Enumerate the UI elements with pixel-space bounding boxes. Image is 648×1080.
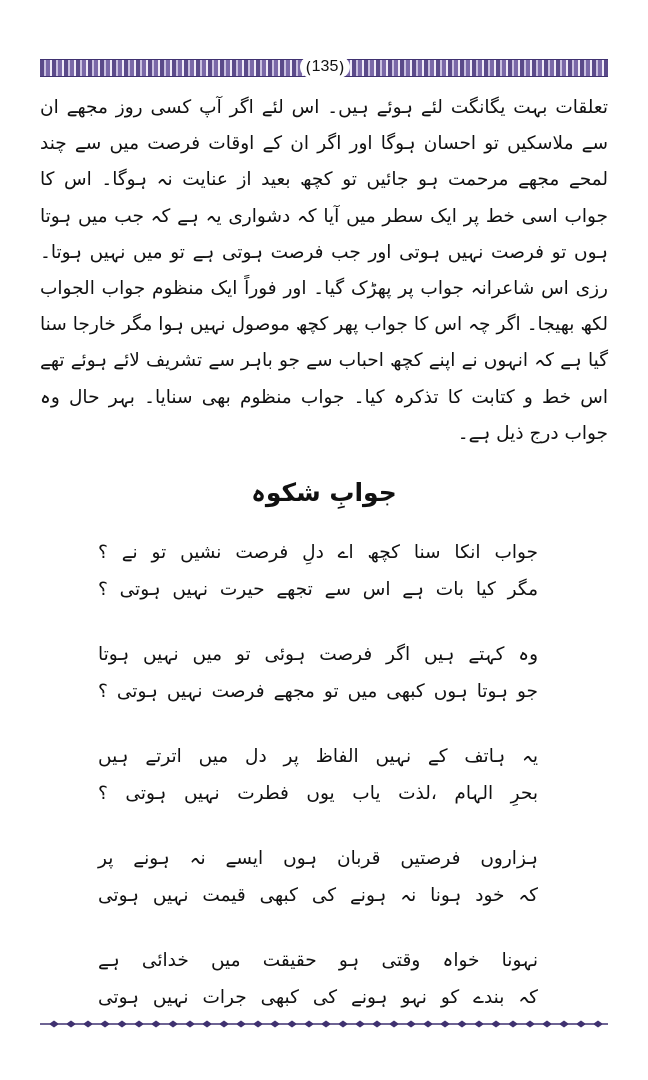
footer-diamond-ornament: [508, 1021, 518, 1028]
footer-diamond-ornament: [389, 1021, 399, 1028]
footer-diamond-ornament: [406, 1021, 416, 1028]
footer-diamond-ornament: [202, 1021, 212, 1028]
poem-verse: جواب انکا سنا کچھ اے دلِ فرصت نشیں تو نے ؟: [98, 542, 538, 563]
footer-diamond-ornament: [423, 1021, 433, 1028]
left-bracket-icon: (: [305, 57, 312, 77]
footer-diamond-ornament: [525, 1021, 535, 1028]
poem-verse: مگر کیا بات ہے اس سے تجھے حیرت نہیں ہوتی ؟: [98, 579, 538, 600]
poem-verse: جو ہوتا ہوں کبھی میں تو مجھے فرصت نہیں ہوتی ؟: [98, 681, 538, 702]
footer-diamond-ornament: [253, 1021, 263, 1028]
footer-diamond-ornament: [151, 1021, 161, 1028]
footer-diamond-ornament: [66, 1021, 76, 1028]
footer-diamond-ornament: [355, 1021, 365, 1028]
footer-diamond-ornament: [321, 1021, 331, 1028]
poem-stanza: [98, 738, 538, 812]
footer-diamond-ornament: [474, 1021, 484, 1028]
page-number-badge: [300, 56, 350, 78]
poem-verse: کہ خود ہونا نہ ہونے کی کبھی قیمت نہیں ہوتی: [98, 885, 538, 906]
right-bracket-icon: ): [338, 57, 345, 77]
footer-diamond-ornament: [270, 1021, 280, 1028]
footer-diamond-ornament: [185, 1021, 195, 1028]
prose-paragraph-block: [40, 90, 608, 452]
poem-stanza: [98, 942, 538, 1016]
poem-verse: نہونا خواہ وقتی ہو حقیقت میں خدائی ہے: [98, 950, 538, 971]
footer-diamond-ornament: [236, 1021, 246, 1028]
footer-diamond-ornament: [338, 1021, 348, 1028]
poem-verse: وہ کہتے ہیں اگر فرصت ہوئی تو میں نہیں ہوتا: [98, 644, 538, 665]
footer-diamond-ornament: [593, 1021, 603, 1028]
page-number: 135: [311, 58, 339, 75]
poem-verse: بحرِ الہام ،لذت یاب یوں فطرت نہیں ہوتی ؟: [98, 783, 538, 804]
footer-diamond-ornament: [304, 1021, 314, 1028]
footer-diamond-ornament: [49, 1021, 59, 1028]
footer-ornamental-rule: [40, 1020, 608, 1028]
footer-diamond-ornament: [100, 1021, 110, 1028]
poem-title: جوابِ شکوہ: [251, 478, 397, 507]
page-header: [40, 56, 608, 78]
footer-diamond-ornament: [457, 1021, 467, 1028]
footer-diamond-ornament: [117, 1021, 127, 1028]
poem: [98, 534, 538, 1044]
footer-diamond-ornament: [287, 1021, 297, 1028]
poem-stanza: [98, 840, 538, 914]
footer-diamond-ornament: [559, 1021, 569, 1028]
poem-verse: یہ ہاتف کے نہیں الفاظ پر دل میں اترتے ہیں: [98, 746, 538, 767]
poem-verse: ہزاروں فرصتیں قربان ہوں ایسے نہ ہونے پر: [98, 848, 538, 869]
footer-diamond-ornament: [134, 1021, 144, 1028]
footer-diamond-ornament: [372, 1021, 382, 1028]
footer-diamond-ornament: [168, 1021, 178, 1028]
poem-stanza: [98, 636, 538, 710]
footer-diamond-ornament: [83, 1021, 93, 1028]
footer-diamond-ornament: [542, 1021, 552, 1028]
poem-stanza: [98, 534, 538, 608]
footer-diamond-ornament: [491, 1021, 501, 1028]
footer-diamond-ornament: [440, 1021, 450, 1028]
footer-diamond-ornament: [219, 1021, 229, 1028]
poem-verse: کہ بندے کو نہو ہونے کی کبھی جرات نہیں ہوتی: [98, 987, 538, 1008]
footer-diamond-ornament: [576, 1021, 586, 1028]
prose-paragraph: تعلقات بہت یگانگت لئے ہوئے ہیں۔ اس لئے اگر آپ کسی روز مجھے ان سے ملاسکیں تو احسان ہوگا اور اگر ان کے اوقات فرصت میں سے چند لمحے مجھے مرحمت ہو جائیں تو کچھ بعید از عنایت نہ ہوگا۔ اس کا جواب اسی خط پر ایک سطر میں آیا کہ دشواری یہ ہے کہ جب میں ہوتا ہوں تو فرصت نہیں ہوتی اور جب فرصت ہوتی ہے تو میں نہیں ہوتا۔ رزی اس شاعرانہ جواب پر پھڑک گیا۔ اور فوراً ایک منظوم جواب الجواب لکھ بھیجا۔ اگر چہ اس کا جواب پھر کچھ موصول نہیں ہوا مگر خارجا سنا گیا ہے کہ انہوں نے اپنے کچھ احباب سے جو باہر سے تشریف لائے ہوئے تھے اس خط و کتابت کا تذکرہ کیا۔ جواب منظوم بھی سنایا۔ بہر حال وہ جواب درج ذیل ہے۔: [40, 97, 608, 444]
